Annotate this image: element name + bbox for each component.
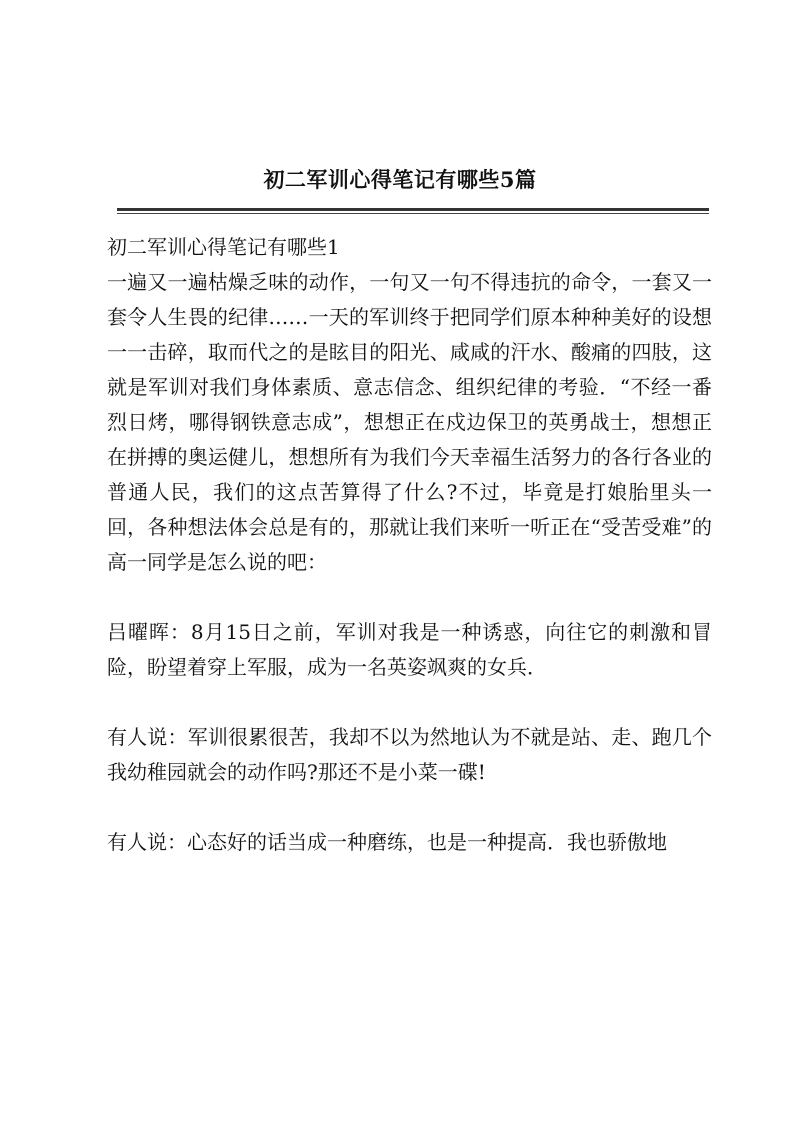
document-title: 初二军训心得笔记有哪些5篇 <box>263 167 537 192</box>
title-divider-thick <box>117 208 709 211</box>
section-heading: 初二军训心得笔记有哪些1 <box>107 235 340 259</box>
paragraph-1: 一遍又一遍枯燥乏味的动作，一句又一句不得违抗的命令，一套又一套令人生畏的纪律……一天的军训终于把同学们原本种种美好的设想一一击碎，取而代之的是眩目的阳光、咸咸的汗水、酸痛的四肢，这就是军训对我们身体素质、意志信念、组织纪律的考验．“不经一番烈日烤，哪得钢铁意志成”，想想正在戍边保卫的英勇战士，想想正在拼搏的奥运健儿，想想所有为我们今天幸福生活努力的各行各业的普通人民，我们的这点苦算得了什么?不过，毕竟是打娘胎里头一回，各种想法体会总是有的，那就让我们来听一听正在“受苦受难”的高一同学是怎么说的吧： <box>107 270 712 574</box>
document-body <box>107 230 712 860</box>
paragraph-gap <box>107 580 712 615</box>
paragraph-gap <box>107 790 712 825</box>
title-divider-thin <box>117 213 709 214</box>
paragraph-gap <box>107 685 712 720</box>
paragraph-4: 有人说：心态好的话当成一种磨练，也是一种提高．我也骄傲地 <box>107 830 667 854</box>
paragraph-2: 吕曜晖：8月15日之前，军训对我是一种诱惑，向往它的刺激和冒险，盼望着穿上军服，成为一名英姿飒爽的女兵． <box>107 620 712 679</box>
paragraph-3: 有人说：军训很累很苦，我却不以为然地认为不就是站、走、跑几个我幼稚园就会的动作吗?那还不是小菜一碟! <box>107 725 712 784</box>
